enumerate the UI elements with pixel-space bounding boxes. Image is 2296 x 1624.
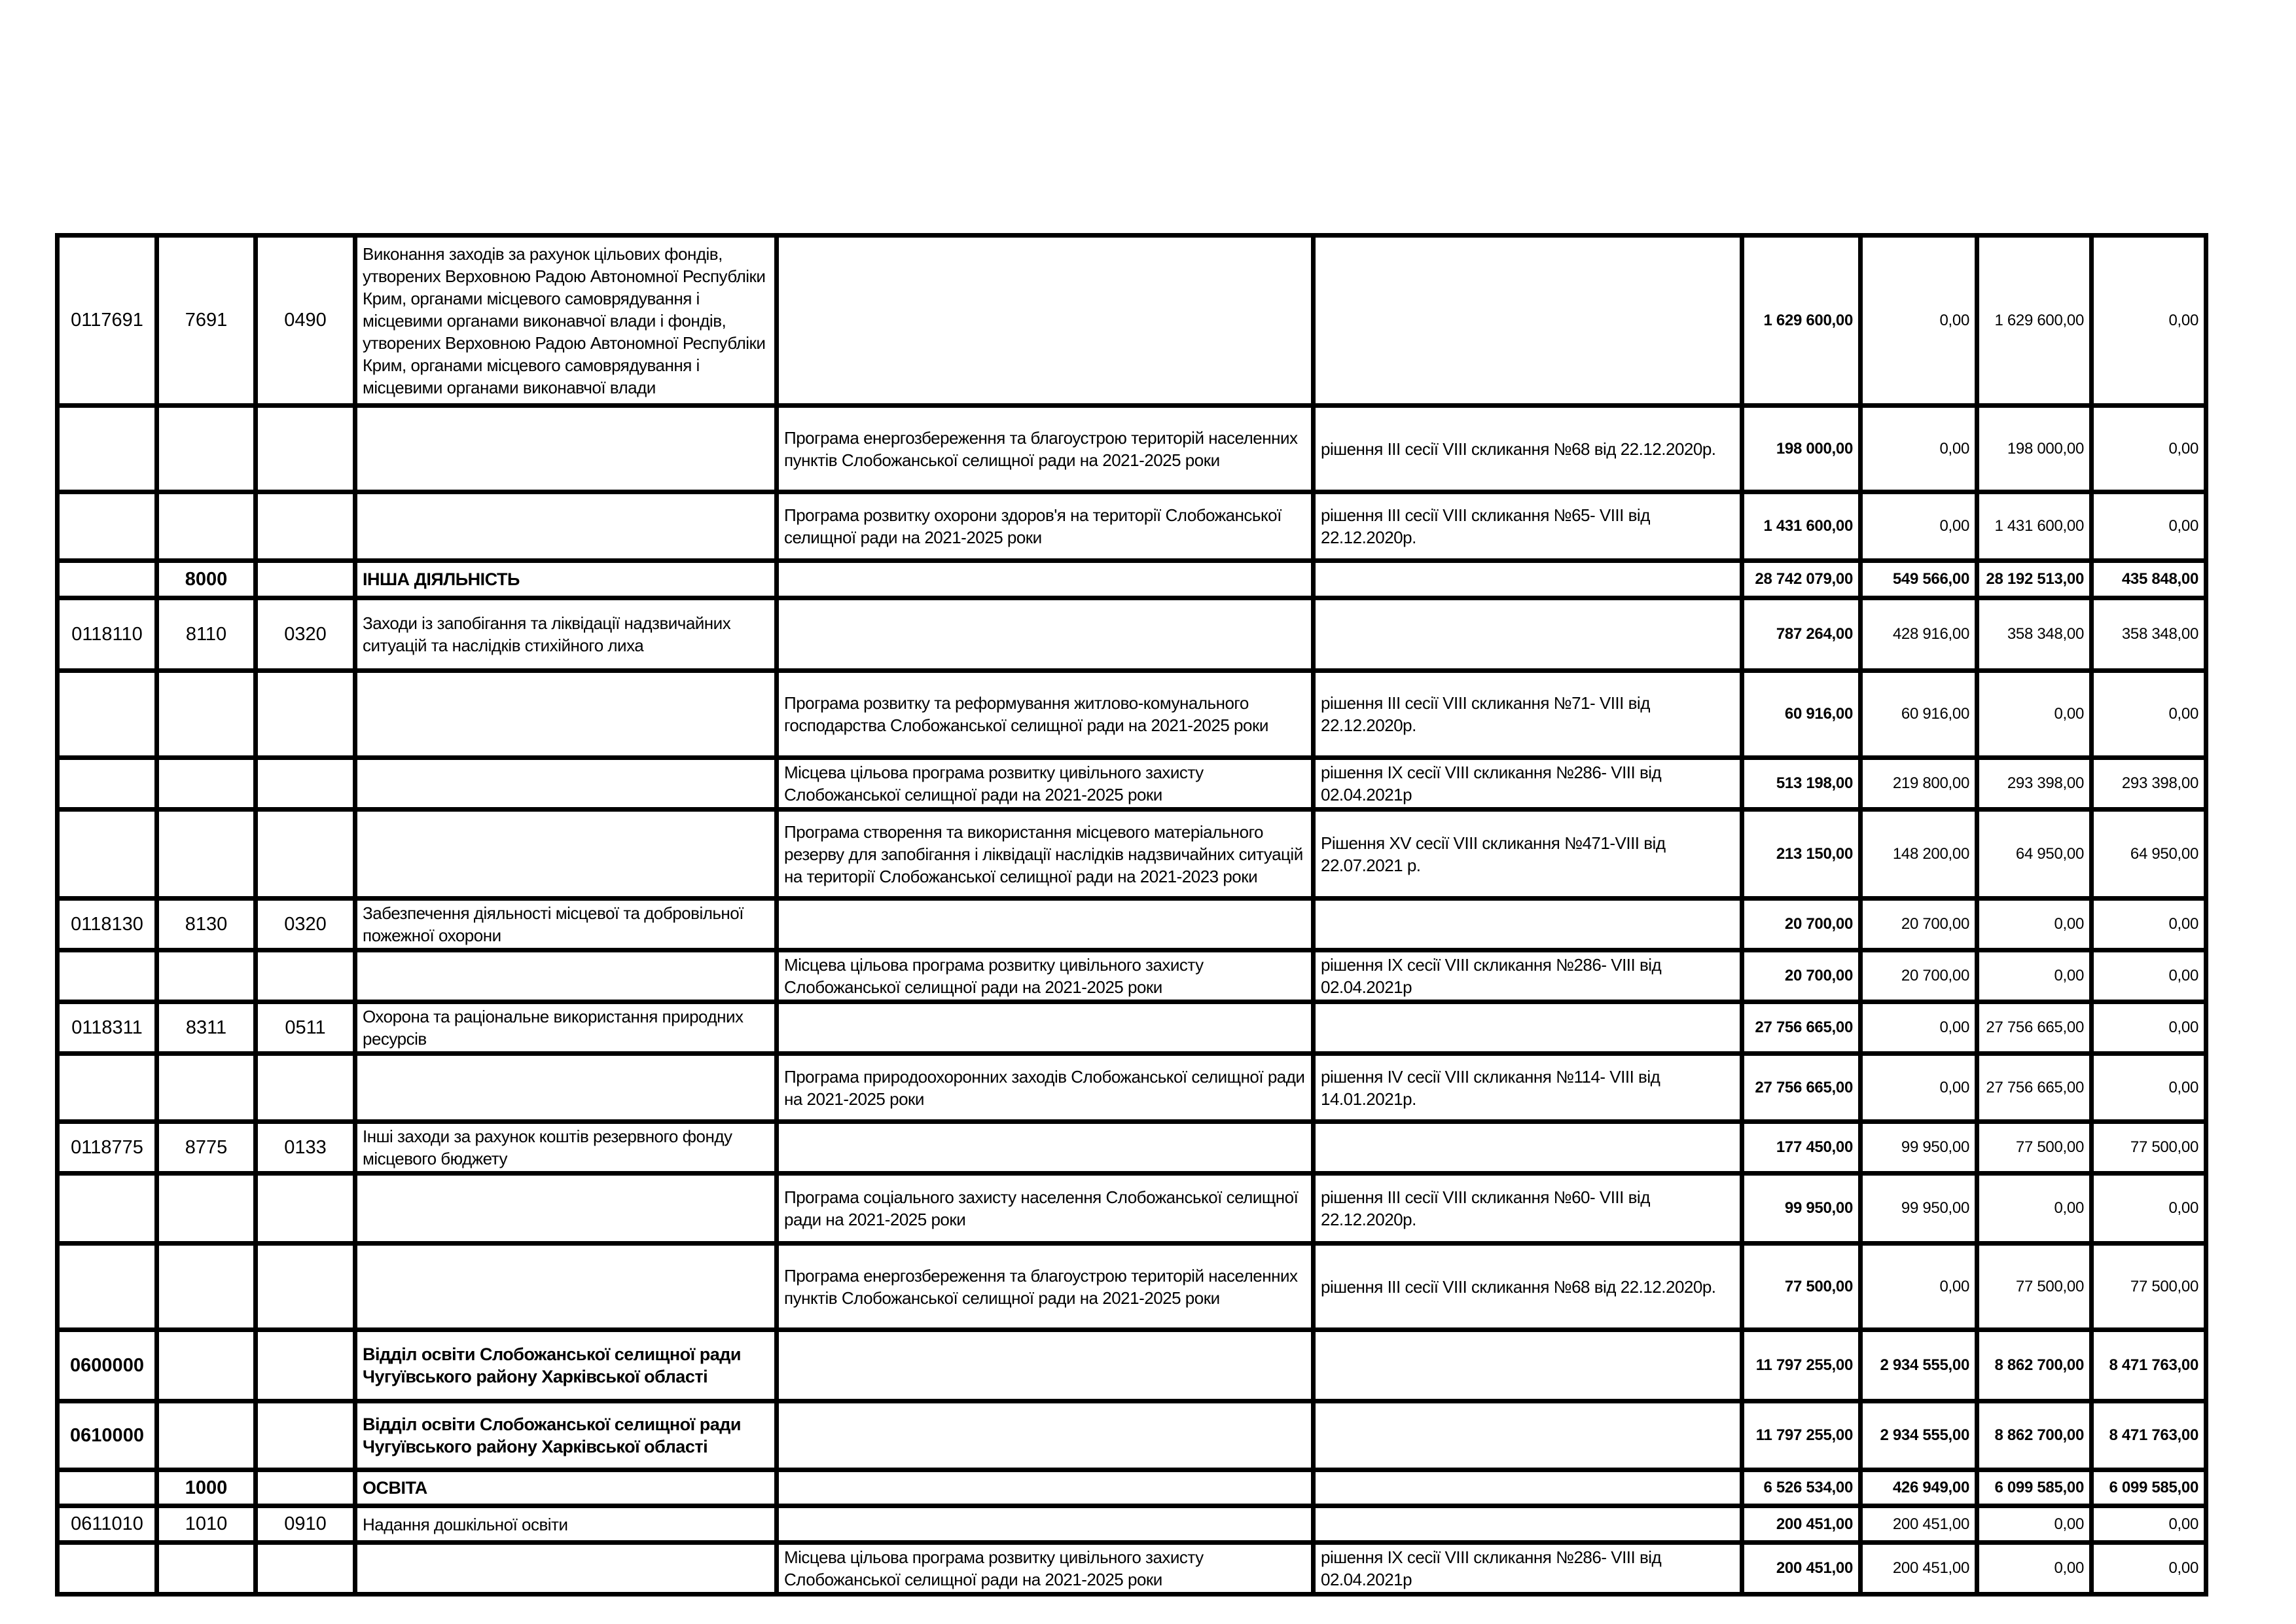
cell-decision-reference: рішення IX сесії VIII скликання №286- VIII від 02.04.2021р — [1314, 950, 1742, 1002]
cell-code-functional — [256, 1401, 355, 1470]
cell-amount-3: 198 000,00 — [1977, 406, 2092, 492]
table-row — [58, 899, 2206, 950]
cell-code-functional — [256, 1174, 355, 1244]
cell-code-typed: 8775 — [157, 1122, 256, 1174]
cell-code-functional — [256, 406, 355, 492]
table-row — [58, 1002, 2206, 1054]
cell-description: Охорона та раціональне використання природних ресурсів — [355, 1002, 777, 1054]
cell-amount-1: 787 264,00 — [1742, 598, 1861, 671]
cell-description: Виконання заходів за рахунок цільових фондів, утворених Верховною Радою Автономної Республіки Крим, органами місцевого самоврядування і місцевими органами виконавчої влади і фондів, утворених Верховною Радою Автономної Республіки Крим, органами місцевого самоврядування і місцевими органами виконавчої влади — [355, 236, 777, 406]
cell-code-typed: 8130 — [157, 899, 256, 950]
cell-amount-1: 1 431 600,00 — [1742, 492, 1861, 561]
cell-amount-3: 0,00 — [1977, 1506, 2092, 1543]
cell-amount-4: 0,00 — [2092, 1506, 2206, 1543]
cell-code-program: 0118775 — [58, 1122, 157, 1174]
cell-amount-1: 99 950,00 — [1742, 1174, 1861, 1244]
cell-amount-1: 198 000,00 — [1742, 406, 1861, 492]
cell-description — [355, 406, 777, 492]
table-row — [58, 1330, 2206, 1401]
cell-amount-1: 213 150,00 — [1742, 810, 1861, 899]
cell-amount-4: 0,00 — [2092, 236, 2206, 406]
cell-code-program: 0118130 — [58, 899, 157, 950]
cell-amount-4: 0,00 — [2092, 1002, 2206, 1054]
cell-amount-1: 20 700,00 — [1742, 899, 1861, 950]
cell-amount-3: 6 099 585,00 — [1977, 1470, 2092, 1506]
cell-decision-reference — [1314, 598, 1742, 671]
cell-code-program: 0600000 — [58, 1330, 157, 1401]
table-row — [58, 1174, 2206, 1244]
cell-decision-reference: Рішення XV сесії VIII скликання №471-VIII від 22.07.2021 р. — [1314, 810, 1742, 899]
cell-amount-2: 99 950,00 — [1861, 1174, 1977, 1244]
cell-amount-2: 2 934 555,00 — [1861, 1401, 1977, 1470]
cell-description: Надання дошкільної освіти — [355, 1506, 777, 1543]
cell-code-typed — [157, 1174, 256, 1244]
cell-program-name: Програма природоохоронних заходів Слобожанської селищної ради на 2021-2025 роки — [777, 1054, 1314, 1122]
table-row — [58, 1470, 2206, 1506]
cell-code-typed — [157, 671, 256, 758]
table-row — [58, 810, 2206, 899]
cell-code-program — [58, 561, 157, 598]
table-row — [58, 1401, 2206, 1470]
cell-description: Відділ освіти Слобожанської селищної ради Чугуївського району Харківської області — [355, 1401, 777, 1470]
cell-code-functional: 0320 — [256, 899, 355, 950]
cell-code-program — [58, 1543, 157, 1595]
cell-amount-2: 60 916,00 — [1861, 671, 1977, 758]
cell-decision-reference — [1314, 899, 1742, 950]
cell-code-functional — [256, 950, 355, 1002]
cell-amount-2: 2 934 555,00 — [1861, 1330, 1977, 1401]
cell-amount-1: 60 916,00 — [1742, 671, 1861, 758]
cell-program-name: Програма соціального захисту населення Слобожанської селищної ради на 2021-2025 роки — [777, 1174, 1314, 1244]
cell-amount-1: 27 756 665,00 — [1742, 1054, 1861, 1122]
cell-description: Заходи із запобігання та ліквідації надзвичайних ситуацій та наслідків стихійного лиха — [355, 598, 777, 671]
cell-description — [355, 671, 777, 758]
cell-code-program — [58, 1244, 157, 1330]
cell-amount-2: 200 451,00 — [1861, 1543, 1977, 1595]
cell-code-functional — [256, 1330, 355, 1401]
cell-program-name — [777, 236, 1314, 406]
table-row — [58, 1054, 2206, 1122]
cell-amount-1: 28 742 079,00 — [1742, 561, 1861, 598]
cell-amount-2: 99 950,00 — [1861, 1122, 1977, 1174]
cell-amount-4: 0,00 — [2092, 492, 2206, 561]
cell-program-name: Програма енергозбереження та благоустрою територій населенних пунктів Слобожанської селищної ради на 2021-2025 роки — [777, 406, 1314, 492]
table-row — [58, 561, 2206, 598]
cell-amount-3: 0,00 — [1977, 1543, 2092, 1595]
cell-amount-4: 8 471 763,00 — [2092, 1401, 2206, 1470]
cell-decision-reference: рішення III сесії VIII скликання №65- VIII від 22.12.2020р. — [1314, 492, 1742, 561]
cell-code-functional — [256, 561, 355, 598]
cell-amount-2: 0,00 — [1861, 1054, 1977, 1122]
cell-amount-3: 27 756 665,00 — [1977, 1002, 2092, 1054]
cell-decision-reference: рішення III сесії VIII скликання №68 від 22.12.2020р. — [1314, 1244, 1742, 1330]
cell-amount-4: 0,00 — [2092, 950, 2206, 1002]
cell-program-name: Програма енергозбереження та благоустрою територій населенних пунктів Слобожанської селищної ради на 2021-2025 роки — [777, 1244, 1314, 1330]
cell-description — [355, 1244, 777, 1330]
cell-program-name — [777, 598, 1314, 671]
table-row — [58, 950, 2206, 1002]
cell-program-name — [777, 899, 1314, 950]
cell-amount-4: 0,00 — [2092, 1054, 2206, 1122]
cell-amount-3: 8 862 700,00 — [1977, 1330, 2092, 1401]
cell-code-functional: 0910 — [256, 1506, 355, 1543]
cell-code-program — [58, 492, 157, 561]
cell-amount-2: 20 700,00 — [1861, 899, 1977, 950]
cell-decision-reference — [1314, 1122, 1742, 1174]
cell-amount-4: 64 950,00 — [2092, 810, 2206, 899]
cell-decision-reference — [1314, 1470, 1742, 1506]
cell-code-functional: 0511 — [256, 1002, 355, 1054]
cell-amount-3: 64 950,00 — [1977, 810, 2092, 899]
budget-table — [55, 233, 2208, 1597]
cell-code-program: 0117691 — [58, 236, 157, 406]
cell-description: ІНША ДІЯЛЬНІСТЬ — [355, 561, 777, 598]
cell-amount-4: 0,00 — [2092, 671, 2206, 758]
cell-decision-reference — [1314, 1506, 1742, 1543]
cell-amount-2: 426 949,00 — [1861, 1470, 1977, 1506]
cell-description: ОСВІТА — [355, 1470, 777, 1506]
cell-amount-4: 358 348,00 — [2092, 598, 2206, 671]
cell-amount-2: 0,00 — [1861, 1244, 1977, 1330]
cell-description — [355, 1543, 777, 1595]
cell-amount-3: 293 398,00 — [1977, 758, 2092, 810]
cell-program-name: Місцева цільова програма розвитку цивільного захисту Слобожанської селищної ради на 2021-2025 роки — [777, 1543, 1314, 1595]
cell-description: Забезпечення діяльності місцевої та добровільної пожежної охорони — [355, 899, 777, 950]
cell-code-program — [58, 1054, 157, 1122]
cell-amount-2: 0,00 — [1861, 492, 1977, 561]
cell-amount-1: 1 629 600,00 — [1742, 236, 1861, 406]
cell-description — [355, 1174, 777, 1244]
cell-code-functional — [256, 1543, 355, 1595]
cell-amount-3: 0,00 — [1977, 1174, 2092, 1244]
cell-program-name: Програма розвитку охорони здоров'я на території Слобожанської селищної ради на 2021-2025 роки — [777, 492, 1314, 561]
cell-code-typed — [157, 950, 256, 1002]
cell-program-name — [777, 1470, 1314, 1506]
cell-code-program — [58, 950, 157, 1002]
cell-code-functional — [256, 1244, 355, 1330]
cell-amount-4: 435 848,00 — [2092, 561, 2206, 598]
cell-code-functional: 0133 — [256, 1122, 355, 1174]
cell-code-program — [58, 1470, 157, 1506]
cell-amount-2: 148 200,00 — [1861, 810, 1977, 899]
cell-amount-2: 428 916,00 — [1861, 598, 1977, 671]
cell-amount-1: 77 500,00 — [1742, 1244, 1861, 1330]
cell-code-functional — [256, 671, 355, 758]
cell-code-program — [58, 406, 157, 492]
cell-amount-3: 77 500,00 — [1977, 1244, 2092, 1330]
cell-decision-reference: рішення III сесії VIII скликання №60- VIII від 22.12.2020р. — [1314, 1174, 1742, 1244]
cell-code-program — [58, 671, 157, 758]
table-row — [58, 1244, 2206, 1330]
table-row — [58, 1543, 2206, 1595]
cell-code-typed — [157, 1244, 256, 1330]
cell-program-name — [777, 1401, 1314, 1470]
cell-code-typed — [157, 1543, 256, 1595]
cell-program-name — [777, 1506, 1314, 1543]
cell-amount-3: 27 756 665,00 — [1977, 1054, 2092, 1122]
cell-code-functional — [256, 492, 355, 561]
table-row — [58, 492, 2206, 561]
cell-code-program: 0611010 — [58, 1506, 157, 1543]
cell-code-typed — [157, 758, 256, 810]
cell-decision-reference — [1314, 236, 1742, 406]
cell-amount-3: 28 192 513,00 — [1977, 561, 2092, 598]
cell-amount-1: 6 526 534,00 — [1742, 1470, 1861, 1506]
cell-amount-1: 200 451,00 — [1742, 1506, 1861, 1543]
cell-amount-4: 77 500,00 — [2092, 1122, 2206, 1174]
cell-description — [355, 758, 777, 810]
cell-decision-reference: рішення IX сесії VIII скликання №286- VIII від 02.04.2021р — [1314, 758, 1742, 810]
cell-code-functional — [256, 758, 355, 810]
cell-code-program: 0118311 — [58, 1002, 157, 1054]
cell-amount-1: 11 797 255,00 — [1742, 1330, 1861, 1401]
cell-program-name — [777, 561, 1314, 598]
cell-amount-1: 20 700,00 — [1742, 950, 1861, 1002]
cell-decision-reference: рішення IV сесії VIII скликання №114- VIII від 14.01.2021р. — [1314, 1054, 1742, 1122]
cell-code-typed: 1010 — [157, 1506, 256, 1543]
cell-program-name: Програма розвитку та реформування житлово-комунального господарства Слобожанської селищної ради на 2021-2025 роки — [777, 671, 1314, 758]
cell-amount-2: 20 700,00 — [1861, 950, 1977, 1002]
cell-code-typed — [157, 492, 256, 561]
table-row — [58, 598, 2206, 671]
cell-description: Відділ освіти Слобожанської селищної ради Чугуївського району Харківської області — [355, 1330, 777, 1401]
cell-amount-3: 1 629 600,00 — [1977, 236, 2092, 406]
cell-amount-3: 358 348,00 — [1977, 598, 2092, 671]
table-row — [58, 758, 2206, 810]
cell-code-typed — [157, 1401, 256, 1470]
cell-code-typed: 1000 — [157, 1470, 256, 1506]
table-row — [58, 671, 2206, 758]
cell-amount-1: 513 198,00 — [1742, 758, 1861, 810]
cell-description — [355, 1054, 777, 1122]
cell-amount-3: 0,00 — [1977, 950, 2092, 1002]
cell-code-functional: 0490 — [256, 236, 355, 406]
cell-amount-4: 0,00 — [2092, 1174, 2206, 1244]
cell-code-functional — [256, 1470, 355, 1506]
cell-code-typed: 8110 — [157, 598, 256, 671]
cell-description — [355, 810, 777, 899]
cell-code-program: 0118110 — [58, 598, 157, 671]
budget-table-body — [58, 236, 2206, 1595]
table-row — [58, 1122, 2206, 1174]
cell-description: Інші заходи за рахунок коштів резервного фонду місцевого бюджету — [355, 1122, 777, 1174]
cell-code-typed: 8311 — [157, 1002, 256, 1054]
cell-amount-2: 0,00 — [1861, 236, 1977, 406]
cell-decision-reference: рішення IX сесії VIII скликання №286- VIII від 02.04.2021р — [1314, 1543, 1742, 1595]
cell-program-name: Місцева цільова програма розвитку цивільного захисту Слобожанської селищної ради на 2021-2025 роки — [777, 950, 1314, 1002]
cell-amount-4: 8 471 763,00 — [2092, 1330, 2206, 1401]
cell-amount-1: 177 450,00 — [1742, 1122, 1861, 1174]
cell-amount-1: 27 756 665,00 — [1742, 1002, 1861, 1054]
cell-code-program — [58, 810, 157, 899]
cell-amount-3: 8 862 700,00 — [1977, 1401, 2092, 1470]
cell-code-typed — [157, 1330, 256, 1401]
cell-description — [355, 950, 777, 1002]
cell-code-program: 0610000 — [58, 1401, 157, 1470]
cell-amount-3: 1 431 600,00 — [1977, 492, 2092, 561]
table-row — [58, 1506, 2206, 1543]
table-row — [58, 406, 2206, 492]
cell-program-name — [777, 1330, 1314, 1401]
cell-amount-2: 549 566,00 — [1861, 561, 1977, 598]
cell-amount-4: 0,00 — [2092, 406, 2206, 492]
table-row — [58, 236, 2206, 406]
cell-decision-reference — [1314, 1330, 1742, 1401]
cell-code-program — [58, 1174, 157, 1244]
cell-code-functional — [256, 810, 355, 899]
cell-decision-reference — [1314, 561, 1742, 598]
cell-amount-4: 293 398,00 — [2092, 758, 2206, 810]
cell-code-typed — [157, 810, 256, 899]
cell-code-typed — [157, 406, 256, 492]
cell-program-name: Програма створення та використання місцевого матеріального резерву для запобігання і ліквідації наслідків надзвичайних ситуацій на території Слобожанської селищної ради на 2021-2023 роки — [777, 810, 1314, 899]
cell-amount-1: 11 797 255,00 — [1742, 1401, 1861, 1470]
cell-description — [355, 492, 777, 561]
cell-amount-4: 0,00 — [2092, 1543, 2206, 1595]
cell-amount-2: 0,00 — [1861, 406, 1977, 492]
cell-decision-reference: рішення III сесії VIII скликання №68 від 22.12.2020р. — [1314, 406, 1742, 492]
cell-code-program — [58, 758, 157, 810]
cell-decision-reference — [1314, 1401, 1742, 1470]
cell-program-name: Місцева цільова програма розвитку цивільного захисту Слобожанської селищної ради на 2021-2025 роки — [777, 758, 1314, 810]
cell-amount-4: 0,00 — [2092, 899, 2206, 950]
cell-decision-reference — [1314, 1002, 1742, 1054]
cell-amount-3: 0,00 — [1977, 671, 2092, 758]
cell-amount-4: 77 500,00 — [2092, 1244, 2206, 1330]
cell-amount-2: 219 800,00 — [1861, 758, 1977, 810]
cell-decision-reference: рішення III сесії VIII скликання №71- VIII від 22.12.2020р. — [1314, 671, 1742, 758]
cell-code-typed: 8000 — [157, 561, 256, 598]
cell-code-functional: 0320 — [256, 598, 355, 671]
cell-amount-1: 200 451,00 — [1742, 1543, 1861, 1595]
cell-amount-3: 77 500,00 — [1977, 1122, 2092, 1174]
cell-code-typed: 7691 — [157, 236, 256, 406]
cell-code-functional — [256, 1054, 355, 1122]
cell-amount-4: 6 099 585,00 — [2092, 1470, 2206, 1506]
cell-amount-2: 0,00 — [1861, 1002, 1977, 1054]
cell-amount-3: 0,00 — [1977, 899, 2092, 950]
cell-program-name — [777, 1002, 1314, 1054]
cell-program-name — [777, 1122, 1314, 1174]
cell-amount-2: 200 451,00 — [1861, 1506, 1977, 1543]
cell-code-typed — [157, 1054, 256, 1122]
